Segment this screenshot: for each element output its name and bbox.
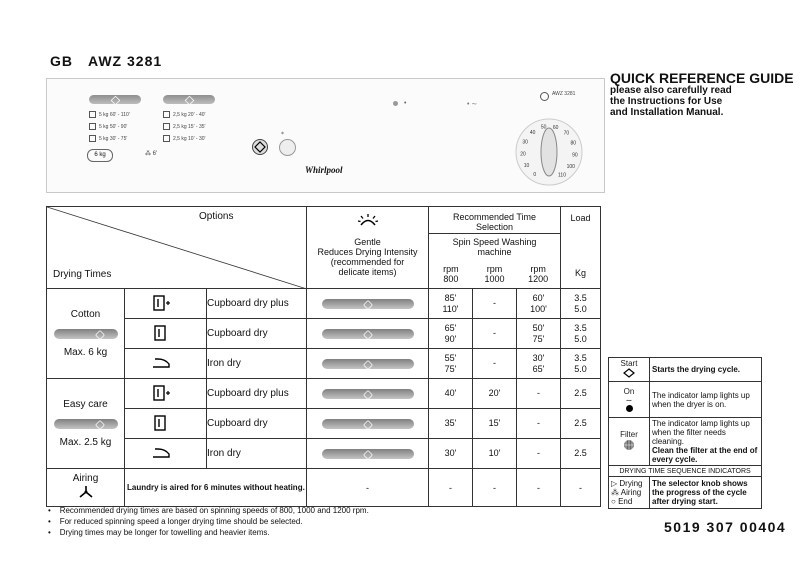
row-label: Cupboard dry plus bbox=[207, 289, 307, 319]
capacity-badge: 6 kg bbox=[87, 149, 113, 162]
on-lamp-icon bbox=[393, 101, 398, 106]
cupboard-dry-icon-cell bbox=[125, 319, 207, 349]
rpm1200-cell: 30' 65' bbox=[517, 349, 561, 379]
sequence-items: ▷ Drying ⁂ Airing ○ End bbox=[609, 477, 650, 509]
airing-label: Airing bbox=[72, 473, 99, 484]
dial-number: 110 bbox=[558, 172, 566, 179]
cupboard-dry-plus-icon-cell bbox=[125, 289, 207, 319]
model-number: AWZ 3281 bbox=[88, 53, 163, 69]
airing-rpm1000: - bbox=[473, 469, 517, 507]
cupboard-dry-plus-icon bbox=[151, 303, 171, 313]
rpm-1200-label: 1200 bbox=[528, 273, 549, 284]
quick-reference-subtitle: please also carefully read the Instructions for Use and Installation Manual. bbox=[610, 85, 732, 118]
panel-left-row-3: 5 kg 30' - 75' bbox=[99, 135, 128, 142]
rpm1200-cell: - bbox=[517, 409, 561, 439]
rpm1200-cell: 60' 100' bbox=[517, 289, 561, 319]
table-row bbox=[47, 289, 601, 319]
kg-label: Kg bbox=[574, 268, 586, 278]
group-pill-icon bbox=[54, 329, 118, 339]
load-label: Load bbox=[570, 213, 591, 223]
gentle-pill-icon bbox=[322, 389, 414, 399]
rpm1000-cell: - bbox=[473, 349, 517, 379]
dial-number: 0 bbox=[533, 171, 537, 178]
airing-small-icon: ⁂ bbox=[611, 488, 619, 497]
legend-start-cell: Start bbox=[609, 358, 650, 382]
footnotes: • Recommended drying times are based on spinning speeds of 800, 1000 and 1200 rpm. • For reduced spinning speed a longer drying time should be selected. • Drying times may be longer for towelling and heavier items. bbox=[48, 506, 369, 537]
row-label: Cupboard dry bbox=[207, 409, 307, 439]
options-header-cell bbox=[47, 207, 307, 289]
table-row bbox=[47, 349, 601, 379]
rpm800-cell: 65' 90' bbox=[429, 319, 473, 349]
row-label: Cupboard dry plus bbox=[207, 379, 307, 409]
drying-table bbox=[46, 206, 601, 507]
group-cell bbox=[47, 379, 125, 469]
gentle-description: Reduces Drying Intensity (recommended for delicate items) bbox=[317, 247, 418, 277]
timer-clock-icon bbox=[540, 92, 549, 101]
table-row bbox=[47, 439, 601, 469]
note-1: Recommended drying times are based on spinning speeds of 800, 1000 and 1200 rpm. bbox=[59, 506, 369, 515]
gentle-cell bbox=[307, 439, 429, 469]
dial-number: 10 bbox=[523, 163, 530, 169]
group-name: Easy care bbox=[63, 399, 108, 411]
panel-left-row-1: 5 kg 60' - 110' bbox=[99, 111, 130, 118]
legend-filter-cell: Filter bbox=[609, 418, 650, 466]
control-panel-illustration bbox=[46, 78, 605, 193]
spin-speed-label: Spin Speed Washing machine bbox=[452, 236, 537, 257]
on-dot-icon: • bbox=[404, 100, 407, 107]
group-pill-icon bbox=[54, 419, 118, 429]
rpm800-cell: 30' bbox=[429, 439, 473, 469]
fan-icon: ⁂ bbox=[145, 151, 151, 157]
cupboard-dry-icon-cell bbox=[125, 409, 207, 439]
gentle-pill-icon bbox=[322, 419, 414, 429]
dial-number: 40 bbox=[529, 129, 536, 136]
gentle-pill-icon bbox=[322, 299, 414, 309]
country-code: GB bbox=[50, 53, 73, 69]
easy-care-pill-icon bbox=[163, 95, 215, 104]
panel-right-row-2: 2,5 kg 15' - 35' bbox=[173, 123, 206, 130]
dial-number: 60 bbox=[552, 124, 559, 131]
rpm1200-cell: - bbox=[517, 379, 561, 409]
group-cell bbox=[47, 289, 125, 379]
recommended-time-label: Recommended Time Selection bbox=[429, 208, 560, 234]
legend-on-cell: On ∼ bbox=[609, 382, 650, 418]
rpm1000-cell: 10' bbox=[473, 439, 517, 469]
cupboard-dry-icon bbox=[151, 423, 171, 433]
gentle-cell bbox=[307, 289, 429, 319]
gentle-pill-icon bbox=[322, 359, 414, 369]
load-cell: 3.5 5.0 bbox=[561, 289, 601, 319]
cupboard-dry-plus-icon bbox=[151, 393, 171, 403]
load-cell: 3.5 5.0 bbox=[561, 349, 601, 379]
gentle-sun-icon bbox=[307, 213, 428, 227]
load-cell: 3.5 5.0 bbox=[561, 319, 601, 349]
table-row bbox=[47, 409, 601, 439]
load-cell: 2.5 bbox=[561, 439, 601, 469]
group-name: Cotton bbox=[70, 309, 101, 321]
dial-number: 70 bbox=[563, 130, 570, 137]
gentle-pill-icon bbox=[89, 95, 141, 104]
rpm800-cell: 55' 75' bbox=[429, 349, 473, 379]
dial-number: 80 bbox=[570, 140, 577, 147]
gentle-pill-icon bbox=[322, 329, 414, 339]
rpm1000-cell: 15' bbox=[473, 409, 517, 439]
iron-dry-icon bbox=[151, 361, 171, 371]
legend-filter-desc: The indicator lamp lights up when the filter needs cleaning. Clean the filter at the end of every cycle. bbox=[650, 418, 762, 466]
rpm1000-cell: 20' bbox=[473, 379, 517, 409]
group-max: Max. 2.5 kg bbox=[59, 436, 112, 448]
airing-gentle: - bbox=[307, 469, 429, 507]
start-diamond-icon bbox=[622, 368, 636, 378]
cupboard-dry-plus-icon-cell bbox=[125, 379, 207, 409]
legend-start-desc: Starts the drying cycle. bbox=[650, 358, 762, 382]
dial-number: 50 bbox=[540, 124, 547, 131]
gentle-cell bbox=[307, 379, 429, 409]
panel-left-row-2: 5 kg 50' - 90' bbox=[99, 123, 128, 130]
airing-fan-icon bbox=[76, 484, 96, 500]
on-dot-icon bbox=[626, 405, 633, 412]
end-circle-icon: ○ bbox=[611, 497, 616, 506]
table-row bbox=[47, 379, 601, 409]
drying-times-label: Drying Times bbox=[53, 269, 112, 280]
row-label: Iron dry bbox=[207, 439, 307, 469]
cupboard-dry-icon bbox=[151, 333, 171, 343]
dial-number: 100 bbox=[566, 164, 575, 171]
airing-rpm800: - bbox=[429, 469, 473, 507]
panel-right-row-1: 2,5 kg 20' - 40' bbox=[173, 111, 206, 118]
airing-cell bbox=[47, 469, 125, 507]
start-button-icon bbox=[252, 139, 268, 155]
row-label: Iron dry bbox=[207, 349, 307, 379]
panel-right-row-3: 2,5 kg 10' - 30' bbox=[173, 135, 206, 142]
rpm800-cell: 85' 110' bbox=[429, 289, 473, 319]
gentle-cell bbox=[307, 409, 429, 439]
filter-indicator-icon bbox=[279, 139, 296, 156]
recommended-header: Recommended Time Selection Spin Speed Washing machine rpm 800 rpm 1000 rpm 1200 bbox=[429, 207, 561, 289]
rpm1000-cell: - bbox=[473, 319, 517, 349]
load-cell: 2.5 bbox=[561, 379, 601, 409]
iron-dry-icon-cell bbox=[125, 349, 207, 379]
panel-airing-time: ⁂ 6' bbox=[145, 151, 158, 157]
dial-number: 20 bbox=[520, 151, 526, 158]
table-row bbox=[47, 319, 601, 349]
gentle-header bbox=[307, 207, 429, 289]
brand-logo: Whirlpool bbox=[305, 165, 343, 175]
rpm800-cell: 35' bbox=[429, 409, 473, 439]
note-3: Drying times may be longer for towelling and heavier items. bbox=[59, 528, 270, 537]
airing-rpm1200: - bbox=[517, 469, 561, 507]
tilde-icon: ∼ bbox=[625, 396, 633, 405]
document-code: 5019 307 00404 bbox=[664, 519, 787, 535]
dial-number: 90 bbox=[572, 152, 578, 159]
rpm1200-cell: - bbox=[517, 439, 561, 469]
airing-load: - bbox=[561, 469, 601, 507]
gentle-label: Gentle bbox=[354, 237, 381, 247]
options-label: Options bbox=[199, 211, 234, 222]
load-header bbox=[561, 207, 601, 289]
sequence-desc: The selector knob shows the progress of the cycle after drying start. bbox=[650, 477, 762, 509]
iron-dry-icon-cell bbox=[125, 439, 207, 469]
dial-number: 30 bbox=[522, 139, 528, 146]
filter-rays-icon: ⁎ bbox=[281, 130, 284, 136]
load-cell: 2.5 bbox=[561, 409, 601, 439]
rpm1000-cell: - bbox=[473, 289, 517, 319]
group-max: Max. 6 kg bbox=[63, 346, 108, 358]
indicator-legend bbox=[608, 357, 762, 509]
row-label: Cupboard dry bbox=[207, 319, 307, 349]
airing-description: Laundry is aired for 6 minutes without heating. bbox=[125, 469, 307, 507]
filter-grid-icon bbox=[623, 439, 635, 451]
selector-dial-icon bbox=[514, 117, 584, 187]
panel-model-label: AWZ 3281 bbox=[552, 91, 576, 97]
drying-play-icon: ▷ bbox=[611, 479, 618, 488]
sequence-title: DRYING TIME SEQUENCE INDICATORS bbox=[609, 466, 762, 477]
gentle-cell bbox=[307, 349, 429, 379]
rpm-800-label: 800 bbox=[443, 273, 459, 284]
rpm1200-cell: 50' 75' bbox=[517, 319, 561, 349]
gentle-pill-icon bbox=[322, 449, 414, 459]
rpm-1000-label: 1000 bbox=[484, 273, 505, 284]
note-2: For reduced spinning speed a longer drying time should be selected. bbox=[59, 517, 303, 526]
iron-dry-icon bbox=[151, 451, 171, 461]
legend-on-desc: The indicator lamp lights up when the dryer is on. bbox=[650, 382, 762, 418]
rpm800-cell: 40' bbox=[429, 379, 473, 409]
mains-symbol-icon: • ∼ bbox=[467, 101, 478, 108]
table-row-airing bbox=[47, 469, 601, 507]
gentle-cell bbox=[307, 319, 429, 349]
quick-reference-title: QUICK REFERENCE GUIDE bbox=[610, 70, 794, 86]
